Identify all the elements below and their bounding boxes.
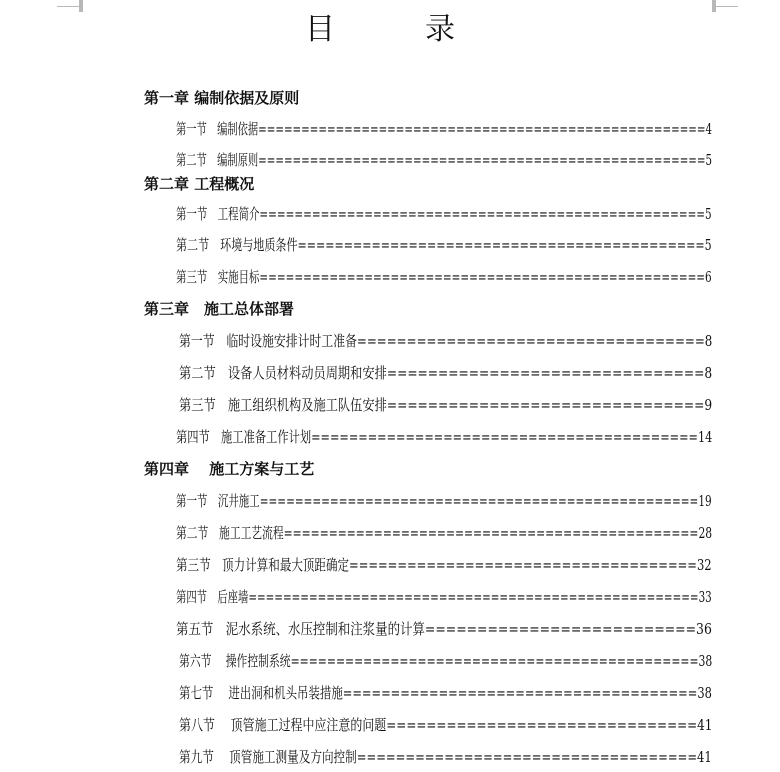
- toc-section-4-3[interactable]: 第三节 顶力计算和最大顶距确定====================================32: [176, 556, 712, 574]
- toc-section-1-1[interactable]: 第一节 编制依据====================================================4: [176, 120, 713, 138]
- toc-section-3-1[interactable]: 第一节 临时设施安排计时工准备===================================8: [179, 332, 713, 350]
- toc-section-3-3[interactable]: 第三节 施工组织机构及施工队伍安排===============================9: [179, 396, 713, 414]
- toc-section-2-1[interactable]: 第一节 工程简介===================================================5: [176, 205, 712, 223]
- toc-section-2-2[interactable]: 第二节 环境与地质条件============================================5: [176, 236, 712, 254]
- toc-chapter-4[interactable]: 第四章 施工方案与工艺: [144, 460, 315, 478]
- toc-chapter-2[interactable]: 第二章 工程概况: [144, 175, 255, 193]
- toc-section-4-1[interactable]: 第一节 沉井施工==================================================19: [176, 492, 712, 510]
- toc-chapter-1[interactable]: 第一章 编制依据及原则: [144, 89, 300, 107]
- toc-chapter-3[interactable]: 第三章 施工总体部署: [144, 300, 295, 318]
- toc-section-4-8[interactable]: 第八节 顶管施工过程中应注意的问题===============================41: [179, 716, 713, 734]
- page-title: 目 录: [305, 12, 485, 47]
- toc-section-2-3[interactable]: 第三节 实施目标===================================================6: [176, 268, 712, 286]
- toc-section-4-5[interactable]: 第五节 泥水系统、水压控制和注浆量的计算==========================36: [176, 620, 712, 638]
- toc-section-3-4[interactable]: 第四节 施工准备工作计划=========================================14: [176, 428, 713, 446]
- toc-section-1-2[interactable]: 第二节 编制原则====================================================5: [176, 151, 713, 169]
- toc-section-4-2[interactable]: 第二节 施工工艺流程==============================================28: [176, 524, 713, 542]
- toc-section-3-2[interactable]: 第二节 设备人员材料动员周期和安排===============================8: [179, 364, 713, 382]
- toc-section-4-7[interactable]: 第七节 进出洞和机头吊装措施=====================================38: [179, 684, 712, 702]
- toc-section-4-9[interactable]: 第九节 顶管施工测量及方向控制===================================41: [179, 748, 712, 766]
- toc-section-4-6[interactable]: 第六节 操作控制系统=============================================38: [179, 652, 713, 670]
- toc-section-4-4[interactable]: 第四节 后座墙====================================================33: [176, 588, 712, 606]
